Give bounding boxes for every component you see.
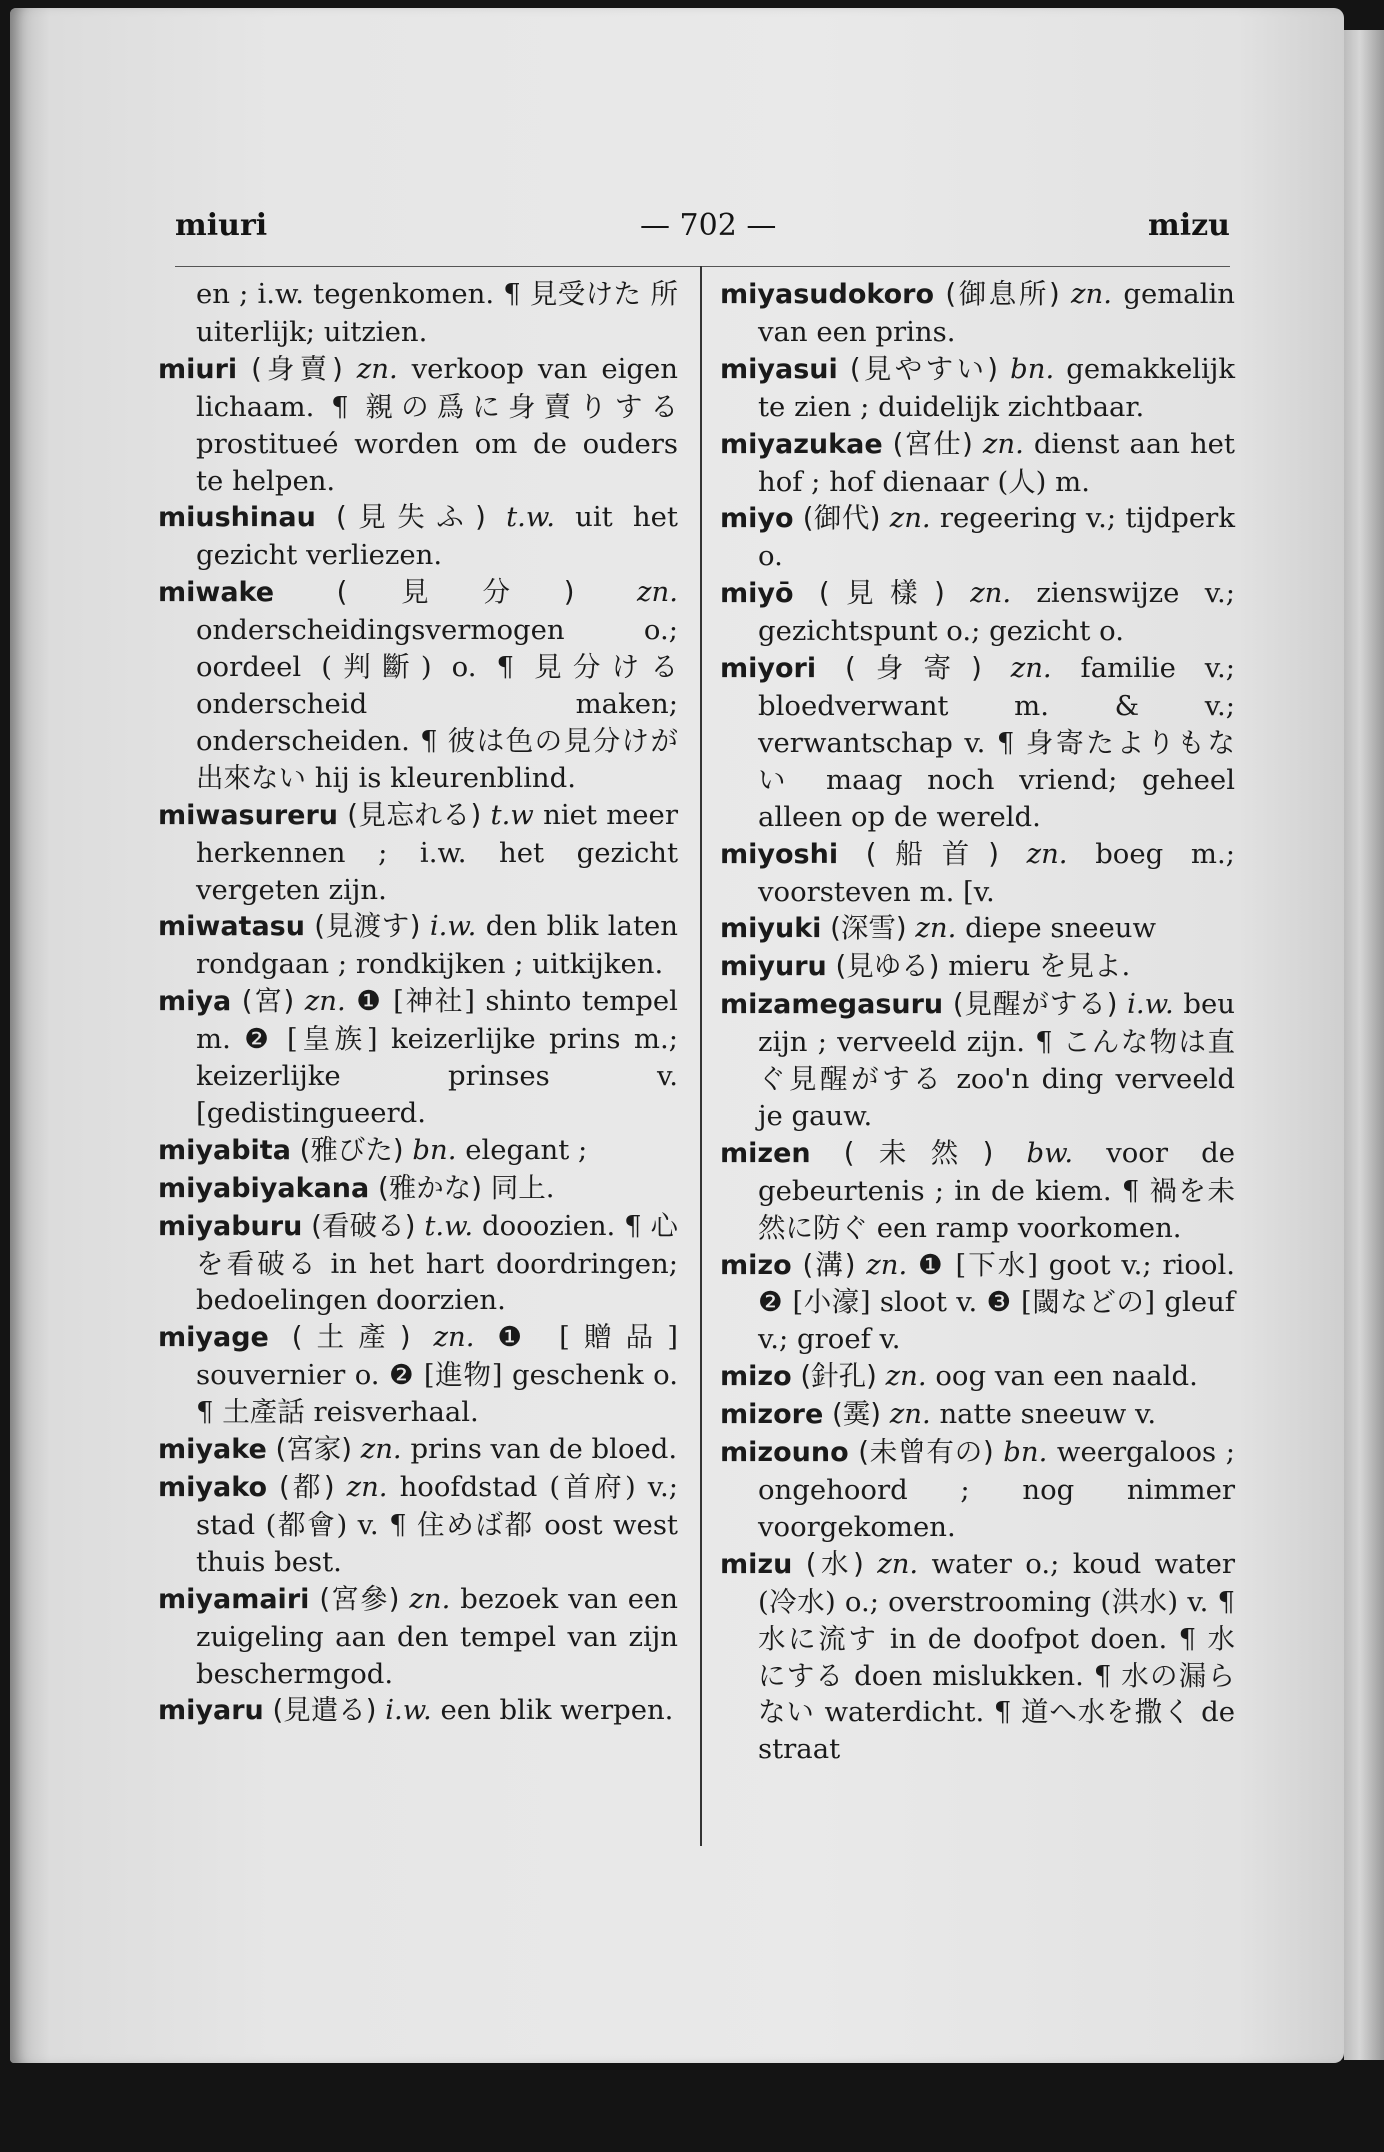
entry-definition: onderscheidingsvermogen o.; oordeel (判斷) o. ¶ 見分ける onderscheid maken; onderscheiden. ¶ 彼は色の見分けが出來ない hij is kleurenblind. (196, 614, 678, 794)
entry-headword: miyamairi (158, 1583, 310, 1615)
entry-headword: mizo (720, 1361, 792, 1393)
entry-headword: miyage (158, 1322, 269, 1354)
entry-headword: miwasureru (158, 799, 339, 831)
dictionary-entry (720, 948, 1235, 986)
entry-headword: miuri (158, 353, 238, 385)
dictionary-entry (720, 575, 1235, 650)
entry-definition: diepe sneeuw (965, 912, 1157, 945)
dictionary-entry (158, 276, 678, 351)
entry-kanji: (見遣る) (272, 1694, 377, 1727)
entry-definition: prins van de bloed. (410, 1433, 678, 1466)
entry-definition: 同上. (490, 1171, 555, 1204)
page-edge (1344, 30, 1384, 2060)
entry-definition: water o.; koud water (冷水) o.; overstrooming (洪水) v. ¶ 水に流す in de doofpot doen. ¶ 水にする doen mislukken. ¶ 水の漏らない waterdicht. ¶ 道へ水を撒く de straat (758, 1547, 1235, 1766)
entry-kanji: (御息所) (945, 278, 1060, 310)
entry-kanji: (見分) (336, 576, 575, 609)
entry-kanji: (溝) (802, 1248, 856, 1281)
entry-grammar: zn. (885, 1360, 927, 1393)
entry-definition: oog van een naald. (935, 1360, 1198, 1393)
dictionary-entry (158, 1431, 678, 1469)
entry-headword: miyasudokoro (720, 279, 935, 310)
dictionary-entry (720, 1396, 1235, 1434)
dictionary-entry (158, 1581, 678, 1693)
entry-headword: mizo (720, 1249, 792, 1281)
entry-grammar: zn. (889, 1398, 931, 1431)
entry-grammar: zn. (433, 1321, 475, 1354)
entry-grammar: zn. (866, 1248, 908, 1281)
entry-kanji: (都) (279, 1471, 335, 1503)
dictionary-entry (158, 983, 678, 1132)
entry-grammar: bn. (1010, 352, 1055, 385)
entry-headword: mizen (720, 1137, 811, 1169)
dictionary-entry (720, 351, 1235, 426)
entry-kanji: (宮家) (275, 1433, 352, 1466)
entry-kanji: (雅かな) (377, 1171, 482, 1204)
entry-grammar: i.w. (429, 910, 477, 943)
entry-grammar: zn. (1071, 278, 1112, 310)
entry-kanji: (土產) (291, 1321, 411, 1354)
entry-headword: miyo (720, 503, 794, 535)
dictionary-entry (720, 500, 1235, 575)
dictionary-entry (158, 1692, 678, 1730)
entry-definition: elegant ; (465, 1133, 588, 1166)
entry-headword: miyake (158, 1434, 267, 1466)
entry-kanji: (見失ふ) (336, 501, 486, 534)
entry-definition: gemalin van een prins. (758, 278, 1235, 348)
entry-grammar: zn. (409, 1582, 451, 1615)
entry-definition: hoofdstad (首府) v.; stad (都會) v. ¶ 住めば都 oost west thuis best. (196, 1471, 678, 1578)
dictionary-entry (720, 1434, 1235, 1546)
page-number: — 702 — (640, 208, 777, 243)
dictionary-entry (158, 1319, 678, 1431)
entry-headword: miyaru (158, 1695, 264, 1727)
entry-kanji: (宮) (241, 985, 295, 1018)
entry-grammar: zn. (915, 912, 957, 945)
entry-kanji: (霙) (832, 1398, 881, 1431)
entry-headword: miyaburu (158, 1210, 303, 1242)
entry-definition: uit het gezicht verliezen. (196, 501, 678, 572)
entry-grammar: i.w. (1127, 988, 1174, 1021)
header-right-guide-word: mizu (1148, 208, 1230, 243)
entry-kanji: (水) (805, 1547, 864, 1580)
entry-definition: weergaloos ; ongehoord ; nog nimmer voorgekomen. (758, 1436, 1235, 1543)
entry-grammar: t.w (490, 798, 534, 831)
dictionary-entry (720, 426, 1235, 501)
entry-headword: mizamegasuru (720, 989, 944, 1021)
entry-definition: voor de gebeurtenis ; in de kiem. ¶ 禍を未然に防ぐ een ramp voorkomen. (758, 1136, 1236, 1244)
entry-headword: miyuru (720, 951, 827, 983)
entry-kanji: (御代) (802, 502, 881, 535)
entry-definition: beu zijn ; verveeld zijn. ¶ こんな物は直ぐ見醒がする zoo'n ding verveeld je gauw. (758, 988, 1235, 1132)
entry-definition: ❶ [贈品] souvernier o. ❷ [進物] geschenk o. ¶ 土產話 reisverhaal. (196, 1321, 678, 1429)
entry-grammar: zn. (877, 1547, 919, 1580)
entry-kanji: (雅びた) (299, 1133, 404, 1166)
dictionary-entry (720, 1358, 1235, 1396)
entry-grammar: zn. (889, 502, 931, 535)
entry-definition: den blik laten rondgaan ; rondkijken ; uitkijken. (196, 910, 678, 981)
dictionary-entry (158, 797, 678, 909)
entry-definition: regeering v.; tijdperk o. (758, 502, 1235, 573)
entry-kanji: (未然) (843, 1136, 994, 1169)
dictionary-entry (158, 1208, 678, 1320)
entry-headword: miyuki (720, 913, 822, 945)
entry-headword: miyori (720, 653, 817, 685)
entry-kanji: (針孔) (800, 1360, 877, 1393)
entry-kanji: (見ゆる) (835, 950, 940, 983)
entry-kanji: (身寄) (844, 652, 982, 685)
entry-headword: mizore (720, 1399, 824, 1431)
entry-definition: gemakkelijk te zien ; duidelijk zichtbaar. (758, 352, 1236, 423)
dictionary-entry (720, 836, 1235, 911)
dictionary-entry (720, 650, 1235, 836)
entry-headword: miushinau (158, 502, 316, 534)
entry-headword: mizouno (720, 1437, 849, 1469)
entry-headword: mizu (720, 1548, 793, 1580)
entry-kanji: (見忘れる) (347, 798, 482, 831)
entry-grammar: zn. (970, 577, 1012, 610)
entry-headword: miyoshi (720, 838, 839, 870)
entry-grammar: t.w. (424, 1209, 474, 1242)
entry-kanji: (見やすい) (849, 352, 999, 385)
dictionary-entry (158, 574, 678, 796)
entry-definition: dienst aan het hof ; hof dienaar (人) m. (758, 427, 1235, 498)
dictionary-entry (720, 1247, 1235, 1359)
entry-grammar: t.w. (506, 501, 555, 534)
entry-definition: en ; i.w. tegenkomen. ¶ 見受けた 所 uiterlijk; uitzien. (196, 278, 678, 348)
entry-grammar: bn. (412, 1133, 457, 1166)
entry-grammar: zn. (1026, 837, 1068, 870)
entry-headword: miya (158, 986, 232, 1018)
entry-definition: mieru を見よ. (948, 950, 1131, 983)
page-header (175, 208, 1230, 248)
entry-definition: ❶ [神社] shinto tempel m. ❷ [皇族] keizerlijke prins m.; keizerlijke prinses v. [gedistingueerd. (196, 985, 678, 1129)
left-column (158, 276, 678, 1730)
entry-kanji: (宮仕) (892, 427, 973, 460)
entry-definition: verkoop van eigen lichaam. ¶ 親の爲に身賣りする prostitueé worden om de ouders te helpen. (196, 352, 678, 497)
entry-grammar: bn. (1003, 1436, 1048, 1469)
dictionary-entry (158, 499, 678, 574)
dictionary-entry (720, 910, 1235, 948)
entry-headword: miyazukae (720, 428, 883, 460)
entry-definition: een blik werpen. (440, 1694, 674, 1727)
dictionary-entry (158, 351, 678, 500)
entry-grammar: zn. (982, 427, 1024, 460)
entry-kanji: (宮參) (319, 1582, 400, 1615)
entry-definition: zienswijze v.; gezichtspunt o.; gezicht o. (758, 577, 1235, 648)
entry-headword: miwatasu (158, 911, 305, 943)
entry-definition: natte sneeuw v. (939, 1398, 1157, 1431)
entry-grammar: zn. (346, 1471, 388, 1503)
entry-grammar: zn. (356, 352, 398, 385)
dictionary-entry (158, 908, 678, 983)
header-left-guide-word: miuri (175, 208, 268, 243)
entry-headword: miyō (720, 578, 794, 610)
dictionary-entry (720, 1135, 1235, 1247)
entry-headword: miwake (158, 577, 275, 609)
entry-kanji: (看破る) (311, 1209, 416, 1242)
right-column (720, 276, 1235, 1768)
dictionary-entry (720, 986, 1235, 1135)
entry-definition: bezoek van een zuigeling aan den tempel van zijn beschermgod. (196, 1582, 678, 1690)
entry-kanji: (見醒がする) (952, 988, 1118, 1021)
entry-kanji: (未曾有の) (858, 1436, 994, 1469)
entry-headword: miyasui (720, 353, 838, 385)
entry-kanji: (見渡す) (314, 910, 421, 943)
entry-definition: boeg m.; voorsteven m. [v. (758, 837, 1235, 908)
entry-definition: niet meer herkennen ; i.w. het gezicht vergeten zijn. (196, 798, 678, 906)
entry-headword: miyabiyakana (158, 1172, 370, 1204)
entry-grammar: zn. (637, 576, 678, 609)
header-rule (175, 266, 1230, 267)
dictionary-entry (158, 1469, 678, 1581)
entry-definition: familie v.; bloedverwant m. & v.; verwantschap v. ¶ 身寄たよりもない maag noch vriend; geheel alleen op de wereld. (758, 652, 1235, 833)
entry-grammar: zn. (304, 985, 346, 1018)
entry-kanji: (深雪) (830, 912, 907, 945)
dictionary-entry (720, 276, 1235, 351)
dictionary-entry (720, 1546, 1235, 1768)
entry-headword: miyako (158, 1472, 267, 1503)
entry-grammar: zn. (360, 1433, 402, 1466)
entry-kanji: (身賣) (251, 352, 343, 385)
entry-grammar: zn. (1010, 652, 1052, 685)
column-divider (700, 266, 702, 1846)
dictionary-entry (158, 1170, 678, 1208)
entry-kanji: (船首) (865, 837, 999, 870)
entry-headword: miyabita (158, 1134, 291, 1166)
dictionary-entry (158, 1132, 678, 1170)
entry-definition: ❶ [下水] goot v.; riool. ❷ [小濠] sloot v. ❸ [閾などの] gleuf v.; groef v. (758, 1248, 1235, 1356)
entry-kanji: (見樣) (818, 577, 945, 610)
entry-grammar: bw. (1026, 1136, 1074, 1169)
entry-definition: dooozien. ¶ 心を看破る in het hart doordringen; bedoelingen doorzien. (196, 1209, 678, 1317)
entry-grammar: i.w. (385, 1694, 432, 1727)
